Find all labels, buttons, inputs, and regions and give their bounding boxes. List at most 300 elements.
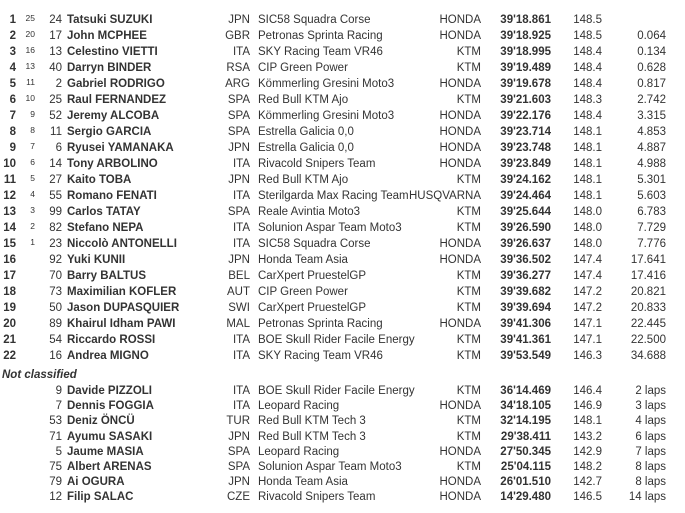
speed-cell: 147.2 [573, 286, 602, 298]
position-cell: 15 [3, 238, 16, 250]
gap-cell: 8 laps [635, 476, 666, 489]
result-row [0, 445, 685, 460]
time-cell: 32'14.195 [500, 415, 551, 428]
gap-cell: 0.064 [637, 30, 666, 42]
nation-cell: ITA [232, 385, 250, 397]
result-row [0, 156, 685, 172]
time-cell: 39'23.714 [500, 126, 551, 138]
nation-cell: JPN [228, 476, 250, 489]
speed-cell: 148.1 [573, 158, 602, 170]
speed-cell: 148.1 [573, 415, 602, 428]
gap-cell: 3.315 [637, 110, 666, 122]
time-cell: 39'18.995 [500, 46, 551, 58]
nation-cell: JPN [228, 254, 250, 266]
rider-number-cell: 71 [49, 430, 62, 443]
time-cell: 39'53.549 [500, 350, 551, 362]
result-row [0, 28, 685, 44]
time-cell: 39'26.637 [500, 238, 551, 250]
rider-number-cell: 55 [49, 190, 62, 202]
rider-name-cell: Barry BALTUS [67, 270, 147, 282]
team-cell: Rivacold Snipers Team [258, 158, 376, 170]
nation-cell: SPA [227, 460, 250, 473]
rider-name-cell: Yuki KUNII [67, 254, 126, 266]
time-cell: 39'19.678 [500, 78, 551, 90]
result-row [0, 399, 685, 414]
rider-number-cell: 6 [55, 142, 62, 154]
team-cell: Rivacold Snipers Team [258, 491, 376, 504]
position-cell: 17 [3, 270, 16, 282]
team-cell: Solunion Aspar Team Moto3 [258, 222, 402, 234]
rider-number-cell: 73 [49, 286, 62, 298]
gap-cell: 22.445 [630, 318, 666, 330]
bike-cell: KTM [456, 94, 481, 106]
nation-cell: CZE [227, 491, 250, 504]
gap-cell: 2 laps [635, 385, 666, 397]
bike-cell: KTM [456, 334, 481, 346]
nation-cell: SPA [227, 126, 250, 138]
rider-number-cell: 70 [49, 270, 62, 282]
rider-number-cell: 16 [49, 350, 62, 362]
time-cell: 39'25.644 [500, 206, 551, 218]
position-cell: 1 [9, 14, 16, 26]
gap-cell: 4.853 [637, 126, 666, 138]
speed-cell: 143.2 [573, 430, 602, 443]
team-cell: Petronas Sprinta Racing [258, 30, 383, 42]
rider-number-cell: 17 [49, 30, 62, 42]
speed-cell: 142.9 [573, 445, 602, 458]
rider-number-cell: 75 [49, 460, 62, 473]
nation-cell: AUT [227, 286, 250, 298]
position-cell: 10 [3, 158, 16, 170]
gap-cell: 0.628 [637, 62, 666, 74]
rider-name-cell: Filip SALAC [67, 491, 134, 504]
nation-cell: GBR [225, 30, 250, 42]
team-cell: Kömmerling Gresini Moto3 [258, 110, 395, 122]
speed-cell: 148.0 [573, 222, 602, 234]
position-cell: 12 [3, 190, 16, 202]
bike-cell: HONDA [439, 78, 481, 90]
position-cell: 4 [9, 62, 16, 74]
team-cell: Honda Team Asia [258, 254, 348, 266]
rider-number-cell: 40 [49, 62, 62, 74]
rider-name-cell: Darryn BINDER [67, 62, 152, 74]
time-cell: 39'24.464 [500, 190, 551, 202]
time-cell: 39'39.694 [500, 302, 551, 314]
position-cell: 22 [3, 350, 16, 362]
team-cell: BOE Skull Rider Facile Energy [258, 334, 415, 346]
speed-cell: 148.2 [573, 460, 602, 473]
position-cell: 14 [3, 222, 16, 234]
rider-name-cell: Gabriel RODRIGO [67, 78, 165, 90]
points-cell: 20 [25, 29, 35, 39]
gap-cell: 4 laps [635, 415, 666, 428]
nation-cell: SWI [228, 302, 250, 314]
speed-cell: 148.5 [573, 30, 602, 42]
team-cell: CarXpert PruestelGP [258, 302, 367, 314]
speed-cell: 148.4 [573, 110, 602, 122]
time-cell: 14'29.480 [500, 491, 551, 504]
gap-cell: 7.729 [637, 222, 666, 234]
position-cell: 2 [9, 30, 16, 42]
rider-name-cell: Niccolò ANTONELLI [67, 238, 177, 250]
bike-cell: HONDA [439, 14, 481, 26]
position-cell: 9 [9, 142, 16, 154]
position-cell: 5 [9, 78, 16, 90]
points-cell: 16 [25, 45, 35, 55]
time-cell: 39'18.925 [500, 30, 551, 42]
team-cell: Reale Avintia Moto3 [258, 206, 361, 218]
rider-name-cell: Andrea MIGNO [67, 350, 149, 362]
time-cell: 39'36.502 [500, 254, 551, 266]
rider-name-cell: Tony ARBOLINO [67, 158, 158, 170]
time-cell: 39'24.162 [500, 174, 551, 186]
result-row [0, 332, 685, 348]
speed-cell: 146.5 [573, 491, 602, 504]
rider-number-cell: 23 [49, 238, 62, 250]
rider-name-cell: Jason DUPASQUIER [67, 302, 180, 314]
bike-cell: KTM [456, 350, 481, 362]
bike-cell: HONDA [439, 400, 481, 413]
rider-number-cell: 14 [49, 158, 62, 170]
position-cell: 21 [3, 334, 16, 346]
result-row [0, 124, 685, 140]
rider-number-cell: 25 [49, 94, 62, 106]
gap-cell: 5.603 [637, 190, 666, 202]
result-row [0, 44, 685, 60]
rider-number-cell: 7 [55, 400, 62, 413]
bike-cell: KTM [456, 270, 481, 282]
nation-cell: ITA [232, 350, 250, 362]
rider-name-cell: Carlos TATAY [67, 206, 141, 218]
rider-number-cell: 50 [49, 302, 62, 314]
gap-cell: 4.887 [637, 142, 666, 154]
team-cell: BOE Skull Rider Facile Energy [258, 385, 415, 397]
position-cell: 13 [3, 206, 16, 218]
gap-cell: 20.821 [630, 286, 666, 298]
speed-cell: 146.4 [573, 385, 602, 397]
rider-name-cell: Tatsuki SUZUKI [67, 14, 153, 26]
rider-name-cell: Kaito TOBA [67, 174, 132, 186]
nation-cell: JPN [228, 430, 250, 443]
result-row [0, 490, 685, 505]
gap-cell: 6.783 [637, 206, 666, 218]
bike-cell: HONDA [439, 318, 481, 330]
speed-cell: 147.4 [573, 254, 602, 266]
rider-number-cell: 12 [49, 491, 62, 504]
position-cell: 16 [3, 254, 16, 266]
bike-cell: KTM [456, 460, 481, 473]
nation-cell: SPA [227, 110, 250, 122]
rider-number-cell: 54 [49, 334, 62, 346]
bike-cell: KTM [456, 286, 481, 298]
gap-cell: 3 laps [635, 400, 666, 413]
result-row [0, 140, 685, 156]
bike-cell: KTM [456, 302, 481, 314]
bike-cell: HONDA [439, 158, 481, 170]
result-row [0, 252, 685, 268]
rider-name-cell: John MCPHEE [67, 30, 147, 42]
time-cell: 39'41.306 [500, 318, 551, 330]
time-cell: 39'36.277 [500, 270, 551, 282]
result-row [0, 236, 685, 252]
result-row [0, 430, 685, 445]
speed-cell: 148.1 [573, 126, 602, 138]
team-cell: CarXpert PruestelGP [258, 270, 367, 282]
not-classified-heading: Not classified [2, 369, 77, 381]
position-cell: 8 [9, 126, 16, 138]
points-cell: 25 [25, 13, 35, 23]
time-cell: 26'01.510 [500, 476, 551, 489]
result-row [0, 108, 685, 124]
speed-cell: 146.3 [573, 350, 602, 362]
team-cell: Red Bull KTM Ajo [258, 94, 349, 106]
rider-number-cell: 13 [49, 46, 62, 58]
nation-cell: TUR [226, 415, 250, 428]
not-classified-results-list [0, 384, 685, 506]
nation-cell: ITA [232, 238, 250, 250]
team-cell: Red Bull KTM Tech 3 [258, 430, 366, 443]
time-cell: 25'04.115 [500, 460, 551, 473]
bike-cell: HONDA [439, 445, 481, 458]
team-cell: Estrella Galicia 0,0 [258, 126, 354, 138]
nation-cell: JPN [228, 174, 250, 186]
points-cell: 3 [30, 205, 35, 215]
rider-number-cell: 52 [49, 110, 62, 122]
time-cell: 39'23.748 [500, 142, 551, 154]
result-row [0, 76, 685, 92]
nation-cell: ITA [232, 222, 250, 234]
nation-cell: RSA [226, 62, 250, 74]
points-cell: 6 [30, 157, 35, 167]
speed-cell: 148.5 [573, 14, 602, 26]
position-cell: 3 [9, 46, 16, 58]
speed-cell: 148.0 [573, 206, 602, 218]
gap-cell: 20.833 [630, 302, 666, 314]
rider-name-cell: Raul FERNANDEZ [67, 94, 167, 106]
result-row [0, 220, 685, 236]
speed-cell: 147.2 [573, 302, 602, 314]
nation-cell: ARG [225, 78, 250, 90]
points-cell: 8 [30, 125, 35, 135]
rider-name-cell: Riccardo ROSSI [67, 334, 156, 346]
points-cell: 11 [26, 77, 35, 87]
gap-cell: 17.416 [630, 270, 666, 282]
rider-name-cell: Deniz ÖNCÜ [67, 415, 135, 428]
position-cell: 6 [9, 94, 16, 106]
time-cell: 39'21.603 [500, 94, 551, 106]
speed-cell: 142.7 [573, 476, 602, 489]
time-cell: 29'38.411 [500, 430, 551, 443]
team-cell: Sterilgarda Max Racing Team [258, 190, 409, 202]
nation-cell: BEL [228, 270, 250, 282]
gap-cell: 2.742 [637, 94, 666, 106]
rider-name-cell: Ryusei YAMANAKA [67, 142, 174, 154]
rider-number-cell: 24 [49, 14, 62, 26]
team-cell: Estrella Galicia 0,0 [258, 142, 354, 154]
speed-cell: 147.4 [573, 270, 602, 282]
bike-cell: KTM [456, 430, 481, 443]
result-row [0, 475, 685, 490]
bike-cell: HONDA [439, 476, 481, 489]
team-cell: Kömmerling Gresini Moto3 [258, 78, 395, 90]
rider-name-cell: Romano FENATI [67, 190, 157, 202]
speed-cell: 148.4 [573, 62, 602, 74]
rider-number-cell: 9 [55, 385, 62, 397]
team-cell: SIC58 Squadra Corse [258, 14, 371, 26]
gap-cell: 0.134 [637, 46, 666, 58]
bike-cell: KTM [456, 62, 481, 74]
rider-number-cell: 5 [55, 445, 62, 458]
team-cell: SIC58 Squadra Corse [258, 238, 371, 250]
rider-name-cell: Jaume MASIA [67, 445, 144, 458]
rider-name-cell: Khairul Idham PAWI [67, 318, 176, 330]
points-cell: 7 [30, 141, 35, 151]
time-cell: 39'18.861 [500, 14, 551, 26]
time-cell: 39'41.361 [500, 334, 551, 346]
speed-cell: 148.1 [573, 142, 602, 154]
gap-cell: 7 laps [635, 445, 666, 458]
rider-name-cell: Davide PIZZOLI [67, 385, 152, 397]
rider-name-cell: Maximilian KOFLER [67, 286, 177, 298]
nation-cell: ITA [232, 400, 250, 413]
result-row [0, 348, 685, 364]
nation-cell: SPA [227, 445, 250, 458]
team-cell: CIP Green Power [258, 62, 348, 74]
speed-cell: 148.4 [573, 78, 602, 90]
gap-cell: 34.688 [630, 350, 666, 362]
result-row [0, 300, 685, 316]
time-cell: 39'19.489 [500, 62, 551, 74]
rider-number-cell: 82 [49, 222, 62, 234]
team-cell: Red Bull KTM Ajo [258, 174, 349, 186]
bike-cell: HONDA [439, 491, 481, 504]
team-cell: Petronas Sprinta Racing [258, 318, 383, 330]
bike-cell: HONDA [439, 142, 481, 154]
nation-cell: ITA [232, 46, 250, 58]
time-cell: 39'22.176 [500, 110, 551, 122]
bike-cell: HONDA [439, 110, 481, 122]
team-cell: Red Bull KTM Tech 3 [258, 415, 366, 428]
team-cell: Honda Team Asia [258, 476, 348, 489]
rider-name-cell: Jeremy ALCOBA [67, 110, 160, 122]
team-cell: Solunion Aspar Team Moto3 [258, 460, 402, 473]
bike-cell: HONDA [439, 126, 481, 138]
rider-number-cell: 11 [50, 126, 62, 138]
gap-cell: 4.988 [637, 158, 666, 170]
gap-cell: 22.500 [630, 334, 666, 346]
rider-name-cell: Sergio GARCIA [67, 126, 152, 138]
position-cell: 18 [3, 286, 16, 298]
nation-cell: MAL [226, 318, 250, 330]
rider-number-cell: 92 [49, 254, 62, 266]
bike-cell: KTM [456, 174, 481, 186]
team-cell: Leopard Racing [258, 400, 340, 413]
gap-cell: 14 laps [628, 491, 666, 504]
rider-name-cell: Stefano NEPA [67, 222, 144, 234]
bike-cell: KTM [456, 206, 481, 218]
result-row [0, 460, 685, 475]
time-cell: 27'50.345 [500, 445, 551, 458]
speed-cell: 146.9 [573, 400, 602, 413]
speed-cell: 148.3 [573, 94, 602, 106]
speed-cell: 147.1 [573, 318, 602, 330]
result-row [0, 188, 685, 204]
gap-cell: 7.776 [637, 238, 666, 250]
points-cell: 5 [30, 173, 35, 183]
nation-cell: SPA [227, 94, 250, 106]
speed-cell: 148.1 [573, 190, 602, 202]
time-cell: 36'14.469 [500, 385, 551, 397]
result-row [0, 316, 685, 332]
result-row [0, 268, 685, 284]
nation-cell: ITA [232, 334, 250, 346]
points-cell: 4 [30, 189, 35, 199]
result-row [0, 92, 685, 108]
position-cell: 20 [3, 318, 16, 330]
gap-cell: 8 laps [635, 460, 666, 473]
position-cell: 11 [3, 174, 16, 186]
team-cell: CIP Green Power [258, 286, 348, 298]
speed-cell: 147.1 [573, 334, 602, 346]
nation-cell: ITA [232, 158, 250, 170]
rider-number-cell: 53 [49, 415, 62, 428]
position-cell: 19 [3, 302, 16, 314]
team-cell: Leopard Racing [258, 445, 340, 458]
bike-cell: KTM [456, 385, 481, 397]
speed-cell: 148.0 [573, 238, 602, 250]
rider-name-cell: Celestino VIETTI [67, 46, 158, 58]
result-row [0, 12, 685, 28]
points-cell: 10 [25, 93, 35, 103]
result-row [0, 384, 685, 399]
rider-number-cell: 89 [49, 318, 62, 330]
time-cell: 39'23.849 [500, 158, 551, 170]
team-cell: SKY Racing Team VR46 [258, 46, 383, 58]
rider-number-cell: 2 [55, 78, 62, 90]
position-cell: 7 [9, 110, 16, 122]
result-row [0, 172, 685, 188]
points-cell: 13 [25, 61, 35, 71]
rider-name-cell: Dennis FOGGIA [67, 400, 154, 413]
gap-cell: 0.817 [637, 78, 666, 90]
rider-name-cell: Albert ARENAS [67, 460, 152, 473]
rider-name-cell: Ayumu SASAKI [67, 430, 153, 443]
bike-cell: HONDA [439, 254, 481, 266]
points-cell: 1 [30, 237, 35, 247]
result-row [0, 204, 685, 220]
gap-cell: 6 laps [635, 430, 666, 443]
speed-cell: 148.1 [573, 174, 602, 186]
rider-number-cell: 79 [49, 476, 62, 489]
rider-number-cell: 99 [49, 206, 62, 218]
nation-cell: ITA [232, 190, 250, 202]
bike-cell: HONDA [439, 238, 481, 250]
team-cell: SKY Racing Team VR46 [258, 350, 383, 362]
bike-cell: HUSQVARNA [409, 190, 481, 202]
result-row [0, 414, 685, 429]
gap-cell: 17.641 [630, 254, 666, 266]
points-cell: 2 [30, 221, 35, 231]
bike-cell: KTM [456, 46, 481, 58]
result-row [0, 60, 685, 76]
nation-cell: JPN [228, 142, 250, 154]
gap-cell: 5.301 [637, 174, 666, 186]
rider-name-cell: Ai OGURA [67, 476, 125, 489]
bike-cell: KTM [456, 415, 481, 428]
rider-number-cell: 27 [49, 174, 62, 186]
result-row [0, 284, 685, 300]
bike-cell: KTM [456, 222, 481, 234]
